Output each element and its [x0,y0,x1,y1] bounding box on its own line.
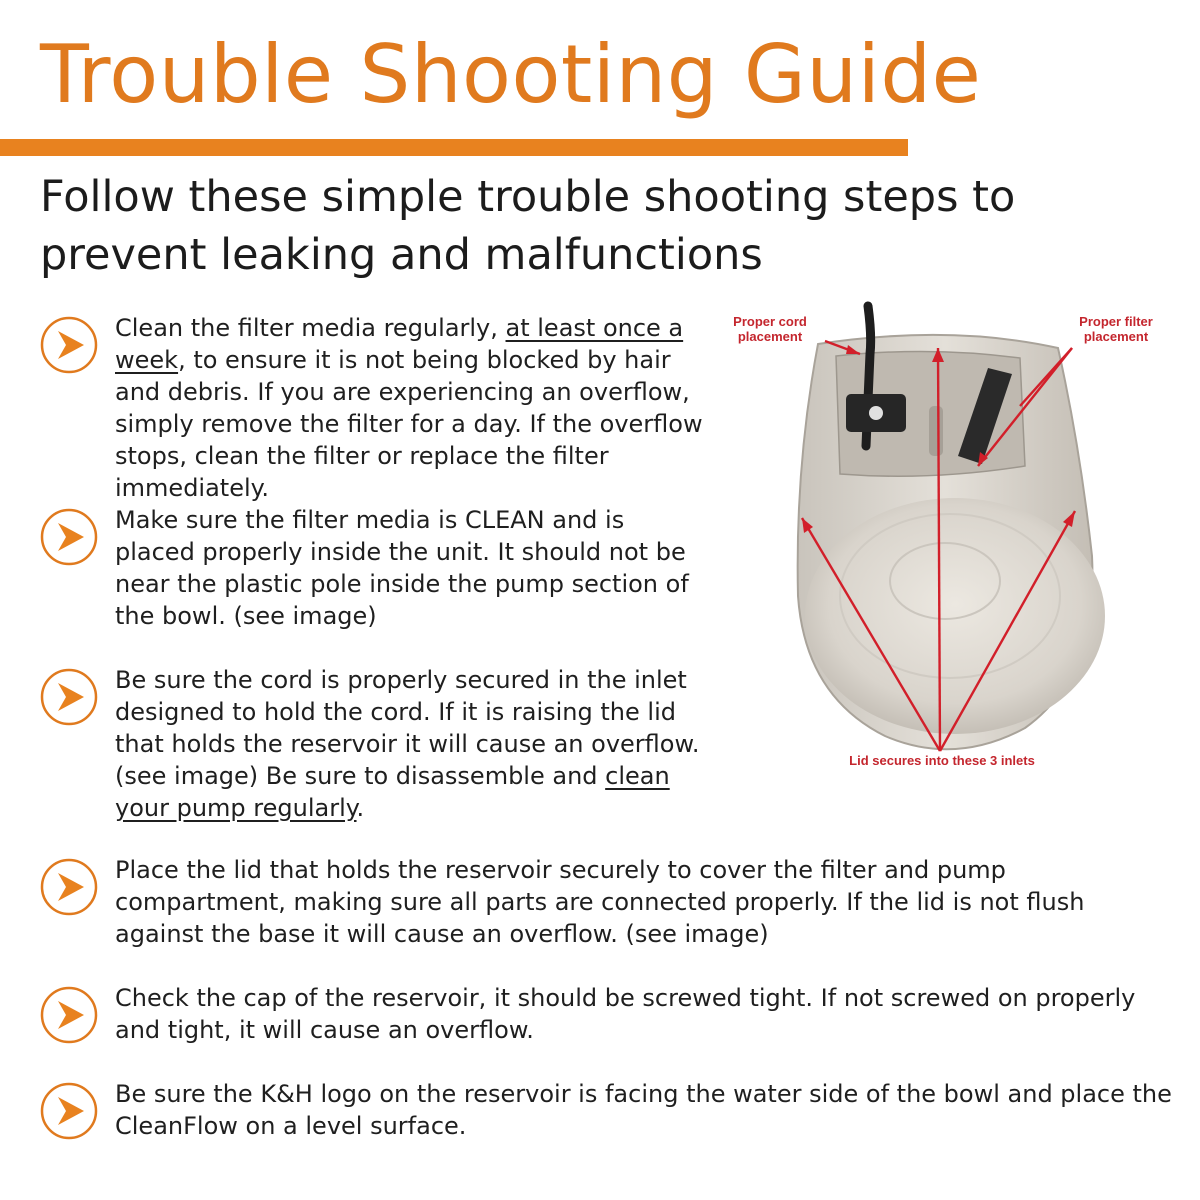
orange-arrow-circle-icon [40,316,98,374]
callout-lid-inlets: Lid secures into these 3 inlets [849,753,1035,768]
step-2-text-a: Make sure the filter media is CLEAN and is placed properly inside the unit. It should not be near the plastic pole inside the pump section of the bowl. (see image) [115,506,689,630]
step-1-text-a: Clean the filter media regularly, [115,314,506,342]
step-1-text-b: , to ensure it is not being blocked by hair and debris. If you are experiencing an overflow, simply remove the filter for a day. If the overflow stops, clean the filter or replace the filter immediately. [115,346,703,502]
fountain-illustration [720,296,1190,776]
step-2-text [115,504,705,632]
orange-arrow-circle-icon [40,668,98,726]
step-4-text [115,854,1180,950]
fountain-bowl [805,498,1105,734]
step-1 [40,312,703,502]
step-5-text-a: Check the cap of the reservoir, it should be screwed tight. If not screwed on properly and tight, it will cause an overflow. [115,984,1136,1044]
step-4-text-a: Place the lid that holds the reservoir securely to cover the filter and pump compartment, making sure all parts are connected properly. If the lid is not flush against the base it will cause an overflow. (see image) [115,856,1085,948]
step-6-text-a: Be sure the K&H logo on the reservoir is facing the water side of the bowl and place the CleanFlow on a level surface. [115,1080,1172,1140]
orange-arrow-circle-icon [40,1082,98,1140]
fountain-diagram-image [720,296,1190,776]
title-underline-bar [0,139,908,156]
step-3-text-a: Be sure the cord is properly secured in the inlet designed to hold the cord. If it is raising the lid that holds the reservoir it will cause an overflow. (see image) Be sure to disassemble and [115,666,700,790]
callout-cord-placement: Proper cord placement [733,314,807,344]
callout-filter-placement: Proper filter placement [1079,314,1153,344]
page-title: Trouble Shooting Guide [40,28,982,121]
step-3-text-b: . [356,794,365,822]
step-2 [40,504,689,639]
step-1-text [115,312,705,504]
step-5 [40,982,1180,1052]
step-6-text [115,1078,1180,1142]
step-3-link[interactable]: clean your pump regularly [115,762,670,822]
step-3-text [115,664,715,824]
step-1-link[interactable]: at least once a week [115,314,684,374]
orange-arrow-circle-icon [40,858,98,916]
step-5-text [115,982,1180,1046]
orange-arrow-circle-icon [40,986,98,1044]
orange-arrow-circle-icon [40,508,98,566]
step-6 [40,1078,1180,1148]
page-subtitle: Follow these simple trouble shooting steps to prevent leaking and malfunctions [40,172,1016,280]
step-3 [40,664,720,829]
step-4 [40,854,1180,954]
